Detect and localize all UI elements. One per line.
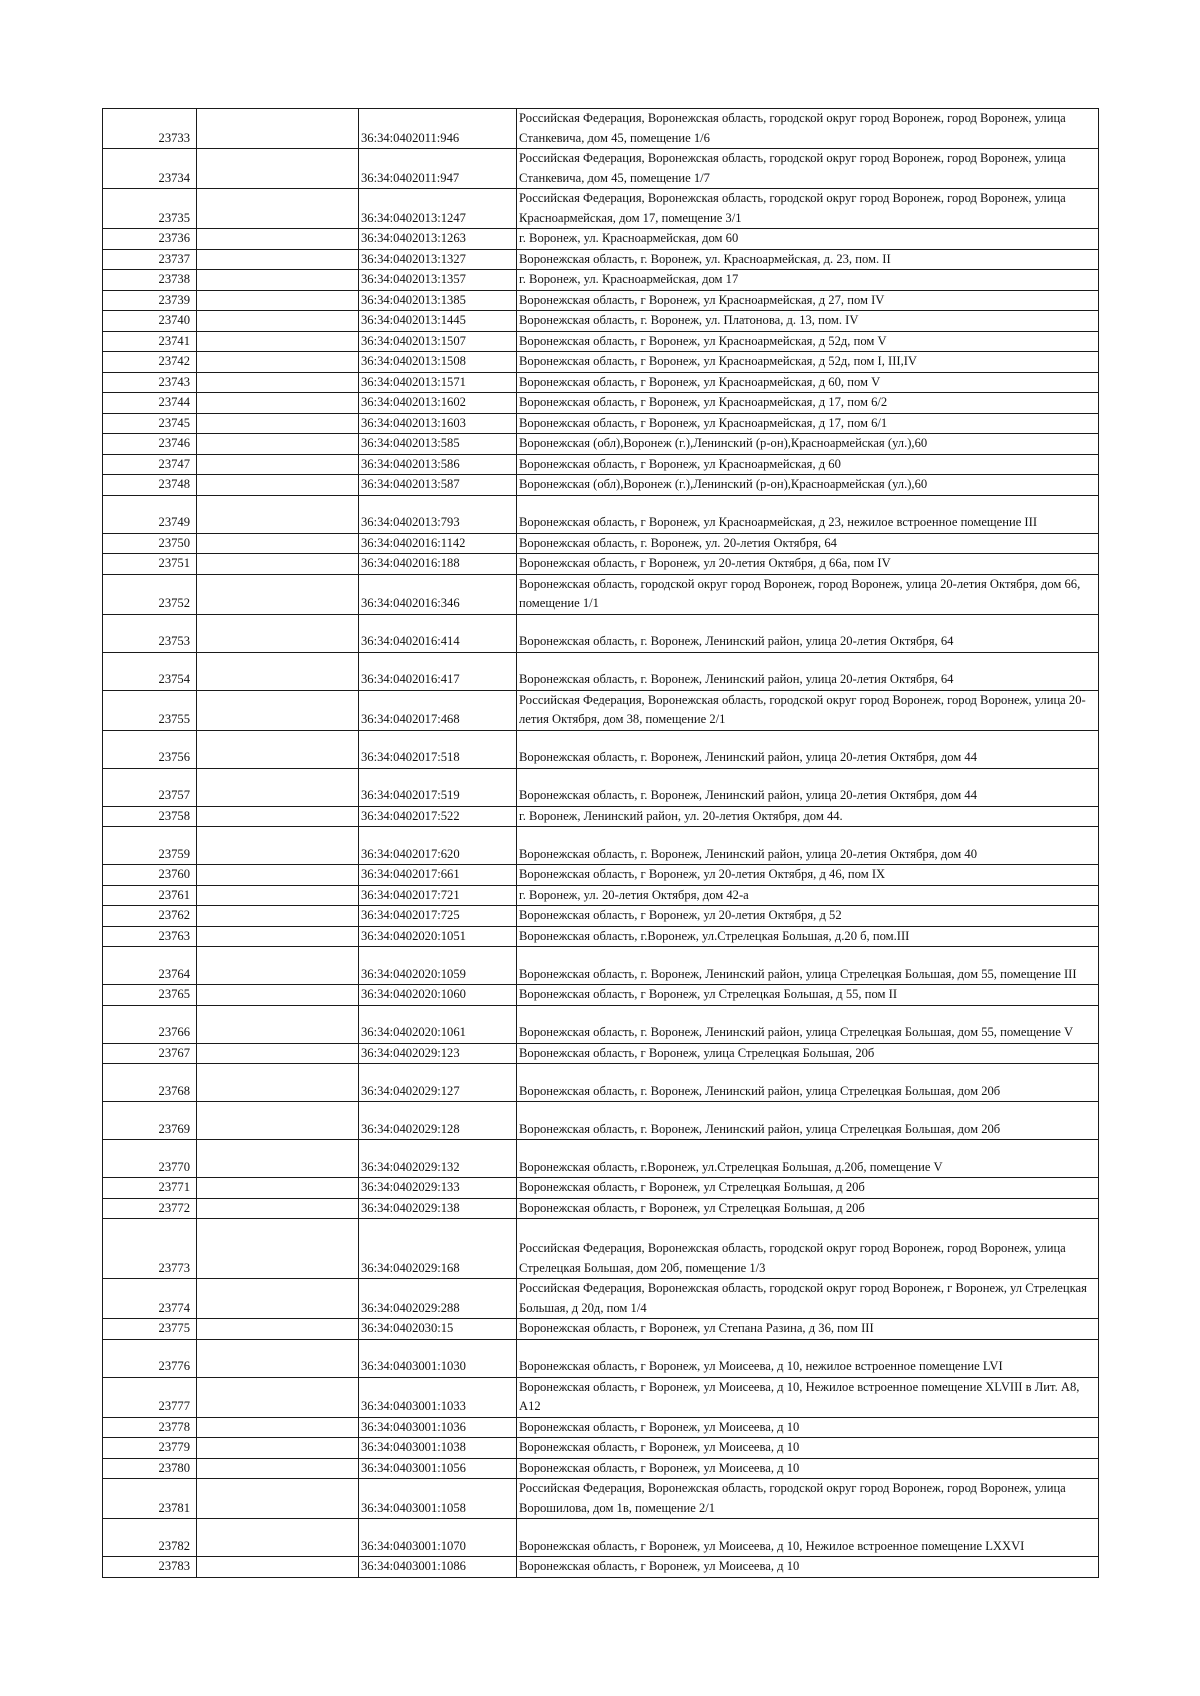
empty-cell <box>197 947 359 985</box>
address-cell: Воронежская (обл),Воронеж (г.),Ленинский (р-он),Красноармейская (ул.),60 <box>517 434 1099 455</box>
row-number-cell: 23759 <box>103 827 197 865</box>
cadastral-number-cell: 36:34:0402013:1602 <box>359 393 517 414</box>
empty-cell <box>197 730 359 768</box>
cadastral-number-cell: 36:34:0402030:15 <box>359 1319 517 1340</box>
table-row <box>103 1377 1099 1417</box>
row-number-cell: 23783 <box>103 1557 197 1578</box>
table-row <box>103 1519 1099 1557</box>
address-cell: Воронежская область, г. Воронеж, Ленинский район, улица 20-летия Октября, дом 40 <box>517 827 1099 865</box>
cadastral-number-cell: 36:34:0403001:1056 <box>359 1458 517 1479</box>
row-number-cell: 23743 <box>103 372 197 393</box>
address-cell: Воронежская область, г Воронеж, ул Моисеева, д 10 <box>517 1458 1099 1479</box>
empty-cell <box>197 1064 359 1102</box>
address-cell: Воронежская область, г Воронеж, ул Красноармейская, д 23, нежилое встроенное помещение III <box>517 495 1099 533</box>
table-row <box>103 249 1099 270</box>
row-number-cell: 23741 <box>103 331 197 352</box>
row-number-cell: 23746 <box>103 434 197 455</box>
row-number-cell: 23749 <box>103 495 197 533</box>
table-row <box>103 885 1099 906</box>
table-row <box>103 574 1099 614</box>
row-number-cell: 23771 <box>103 1178 197 1199</box>
row-number-cell: 23757 <box>103 768 197 806</box>
table-row <box>103 1102 1099 1140</box>
address-cell: Воронежская область, г Воронеж, ул Стрелецкая Большая, д 20б <box>517 1178 1099 1199</box>
row-number-cell: 23760 <box>103 865 197 886</box>
row-number-cell: 23766 <box>103 1005 197 1043</box>
empty-cell <box>197 690 359 730</box>
address-cell: г. Воронеж, ул. Красноармейская, дом 17 <box>517 270 1099 291</box>
cadastral-number-cell: 36:34:0402016:414 <box>359 614 517 652</box>
empty-cell <box>197 1279 359 1319</box>
address-cell: Воронежская область, г. Воронеж, Ленинский район, улица Стрелецкая Большая, дом 20б <box>517 1102 1099 1140</box>
address-cell: Российская Федерация, Воронежская область, городской округ город Воронеж, город Воронеж, улица Стрелецкая Большая, дом 20б, помещение 1/3 <box>517 1219 1099 1279</box>
row-number-cell: 23776 <box>103 1339 197 1377</box>
empty-cell <box>197 1458 359 1479</box>
row-number-cell: 23739 <box>103 290 197 311</box>
cadastral-number-cell: 36:34:0402013:1571 <box>359 372 517 393</box>
cadastral-number-cell: 36:34:0402017:721 <box>359 885 517 906</box>
address-cell: Воронежская область, г. Воронеж, ул. 20-летия Октября, 64 <box>517 533 1099 554</box>
empty-cell <box>197 1417 359 1438</box>
cadastral-number-cell: 36:34:0402013:587 <box>359 475 517 496</box>
table-row <box>103 434 1099 455</box>
cadastral-number-cell: 36:34:0402013:1327 <box>359 249 517 270</box>
table-row <box>103 109 1099 149</box>
address-cell: Российская Федерация, Воронежская область, городской округ город Воронеж, город Воронеж, улица Ворошилова, дом 1в, помещение 2/1 <box>517 1479 1099 1519</box>
empty-cell <box>197 614 359 652</box>
address-cell: Воронежская область, г Воронеж, ул Моисеева, д 10 <box>517 1417 1099 1438</box>
table-row <box>103 1319 1099 1340</box>
cadastral-number-cell: 36:34:0402017:620 <box>359 827 517 865</box>
table-row <box>103 985 1099 1006</box>
row-number-cell: 23742 <box>103 352 197 373</box>
empty-cell <box>197 331 359 352</box>
row-number-cell: 23774 <box>103 1279 197 1319</box>
table-row <box>103 1479 1099 1519</box>
cadastral-number-cell: 36:34:0402029:168 <box>359 1219 517 1279</box>
row-number-cell: 23778 <box>103 1417 197 1438</box>
cadastral-number-cell: 36:34:0402017:519 <box>359 768 517 806</box>
empty-cell <box>197 1219 359 1279</box>
table-row <box>103 1178 1099 1199</box>
table-row <box>103 1417 1099 1438</box>
cadastral-number-cell: 36:34:0403001:1036 <box>359 1417 517 1438</box>
row-number-cell: 23753 <box>103 614 197 652</box>
row-number-cell: 23745 <box>103 413 197 434</box>
cadastral-number-cell: 36:34:0403001:1086 <box>359 1557 517 1578</box>
cadastral-number-cell: 36:34:0402017:468 <box>359 690 517 730</box>
cadastral-number-cell: 36:34:0402013:1247 <box>359 189 517 229</box>
address-cell: Воронежская область, г. Воронеж, Ленинский район, улица Стрелецкая Большая, дом 55, помещение V <box>517 1005 1099 1043</box>
row-number-cell: 23779 <box>103 1438 197 1459</box>
row-number-cell: 23761 <box>103 885 197 906</box>
table-row <box>103 270 1099 291</box>
cadastral-number-cell: 36:34:0402013:1385 <box>359 290 517 311</box>
row-number-cell: 23764 <box>103 947 197 985</box>
address-cell: Воронежская область, г Воронеж, ул 20-летия Октября, д 52 <box>517 906 1099 927</box>
cadastral-number-cell: 36:34:0402029:288 <box>359 1279 517 1319</box>
cadastral-number-cell: 36:34:0402029:128 <box>359 1102 517 1140</box>
empty-cell <box>197 454 359 475</box>
address-cell: Воронежская область, г. Воронеж, Ленинский район, улица Стрелецкая Большая, дом 20б <box>517 1064 1099 1102</box>
table-row <box>103 827 1099 865</box>
table-row <box>103 331 1099 352</box>
table-row <box>103 189 1099 229</box>
row-number-cell: 23734 <box>103 149 197 189</box>
cadastral-number-cell: 36:34:0402013:1445 <box>359 311 517 332</box>
empty-cell <box>197 290 359 311</box>
address-cell: Воронежская область, г Воронеж, ул Красноармейская, д 52д, пом V <box>517 331 1099 352</box>
row-number-cell: 23758 <box>103 806 197 827</box>
cadastral-number-cell: 36:34:0402011:947 <box>359 149 517 189</box>
table-row <box>103 1005 1099 1043</box>
registry-table <box>102 108 1099 1578</box>
table-row <box>103 495 1099 533</box>
cadastral-number-cell: 36:34:0402029:138 <box>359 1198 517 1219</box>
address-cell: Воронежская область, г. Воронеж, Ленинский район, улица 20-летия Октября, 64 <box>517 652 1099 690</box>
table-row <box>103 806 1099 827</box>
row-number-cell: 23756 <box>103 730 197 768</box>
address-cell: г. Воронеж, Ленинский район, ул. 20-летия Октября, дом 44. <box>517 806 1099 827</box>
table-row <box>103 475 1099 496</box>
empty-cell <box>197 149 359 189</box>
empty-cell <box>197 768 359 806</box>
table-row <box>103 393 1099 414</box>
cadastral-number-cell: 36:34:0402013:1508 <box>359 352 517 373</box>
address-cell: Российская Федерация, Воронежская область, городской округ город Воронеж, город Воронеж, улица Станкевича, дом 45, помещение 1/7 <box>517 149 1099 189</box>
row-number-cell: 23765 <box>103 985 197 1006</box>
empty-cell <box>197 1557 359 1578</box>
row-number-cell: 23762 <box>103 906 197 927</box>
address-cell: Воронежская область, г Воронеж, улица Стрелецкая Большая, 20б <box>517 1043 1099 1064</box>
row-number-cell: 23751 <box>103 554 197 575</box>
table-row <box>103 1339 1099 1377</box>
empty-cell <box>197 1479 359 1519</box>
cadastral-number-cell: 36:34:0403001:1058 <box>359 1479 517 1519</box>
cadastral-number-cell: 36:34:0402016:417 <box>359 652 517 690</box>
row-number-cell: 23782 <box>103 1519 197 1557</box>
empty-cell <box>197 926 359 947</box>
cadastral-number-cell: 36:34:0402020:1051 <box>359 926 517 947</box>
empty-cell <box>197 372 359 393</box>
empty-cell <box>197 885 359 906</box>
address-cell: Воронежская область, г.Воронеж, ул.Стрелецкая Большая, д.20 б, пом.III <box>517 926 1099 947</box>
address-cell: Воронежская область, г. Воронеж, Ленинский район, улица 20-летия Октября, 64 <box>517 614 1099 652</box>
address-cell: Воронежская область, г Воронеж, ул Моисеева, д 10, Нежилое встроенное помещение XLVIII в Лит. А8, А12 <box>517 1377 1099 1417</box>
empty-cell <box>197 985 359 1006</box>
address-cell: Воронежская область, г Воронеж, ул Красноармейская, д 17, пом 6/2 <box>517 393 1099 414</box>
address-cell: Воронежская область, г Воронеж, ул Моисеева, д 10 <box>517 1438 1099 1459</box>
address-cell: Российская Федерация, Воронежская область, городской округ город Воронеж, г Воронеж, ул Стрелецкая Большая, д 20д, пом 1/4 <box>517 1279 1099 1319</box>
cadastral-number-cell: 36:34:0402013:1263 <box>359 229 517 250</box>
table-row <box>103 906 1099 927</box>
empty-cell <box>197 1519 359 1557</box>
address-cell: Воронежская область, городской округ город Воронеж, город Воронеж, улица 20-летия Октября, дом 66, помещение 1/1 <box>517 574 1099 614</box>
empty-cell <box>197 311 359 332</box>
address-cell: Воронежская область, г Воронеж, ул Красноармейская, д 60, пом V <box>517 372 1099 393</box>
row-number-cell: 23747 <box>103 454 197 475</box>
row-number-cell: 23769 <box>103 1102 197 1140</box>
cadastral-number-cell: 36:34:0402013:1603 <box>359 413 517 434</box>
address-cell: Воронежская область, г Воронеж, ул Моисеева, д 10, Нежилое встроенное помещение LXXVI <box>517 1519 1099 1557</box>
table-row <box>103 229 1099 250</box>
table-row <box>103 533 1099 554</box>
empty-cell <box>197 1005 359 1043</box>
empty-cell <box>197 1140 359 1178</box>
table-row <box>103 1557 1099 1578</box>
address-cell: Воронежская область, г Воронеж, ул Степана Разина, д 36, пом III <box>517 1319 1099 1340</box>
row-number-cell: 23755 <box>103 690 197 730</box>
address-cell: Воронежская область, г. Воронеж, Ленинский район, улица 20-летия Октября, дом 44 <box>517 768 1099 806</box>
address-cell: Воронежская область, г Воронеж, ул Красноармейская, д 17, пом 6/1 <box>517 413 1099 434</box>
table-row <box>103 1279 1099 1319</box>
table-row <box>103 926 1099 947</box>
cadastral-number-cell: 36:34:0402013:1507 <box>359 331 517 352</box>
table-row <box>103 413 1099 434</box>
empty-cell <box>197 1178 359 1199</box>
cadastral-number-cell: 36:34:0402020:1061 <box>359 1005 517 1043</box>
table-row <box>103 1140 1099 1178</box>
empty-cell <box>197 413 359 434</box>
empty-cell <box>197 865 359 886</box>
address-cell: г. Воронеж, ул. Красноармейская, дом 60 <box>517 229 1099 250</box>
cadastral-number-cell: 36:34:0402029:132 <box>359 1140 517 1178</box>
table-row <box>103 1219 1099 1279</box>
address-cell: Воронежская область, г Воронеж, ул Красноармейская, д 52д, пом I, III,IV <box>517 352 1099 373</box>
address-cell: г. Воронеж, ул. 20-летия Октября, дом 42-а <box>517 885 1099 906</box>
table-row <box>103 865 1099 886</box>
cadastral-number-cell: 36:34:0402013:586 <box>359 454 517 475</box>
cadastral-number-cell: 36:34:0402020:1059 <box>359 947 517 985</box>
cadastral-number-cell: 36:34:0403001:1030 <box>359 1339 517 1377</box>
cadastral-number-cell: 36:34:0402013:585 <box>359 434 517 455</box>
empty-cell <box>197 1043 359 1064</box>
cadastral-number-cell: 36:34:0402029:127 <box>359 1064 517 1102</box>
address-cell: Воронежская область, г Воронеж, ул Красноармейская, д 27, пом IV <box>517 290 1099 311</box>
empty-cell <box>197 1339 359 1377</box>
empty-cell <box>197 393 359 414</box>
address-cell: Воронежская область, г. Воронеж, Ленинский район, улица 20-летия Октября, дом 44 <box>517 730 1099 768</box>
address-cell: Воронежская область, г Воронеж, ул Стрелецкая Большая, д 20б <box>517 1198 1099 1219</box>
empty-cell <box>197 827 359 865</box>
empty-cell <box>197 109 359 149</box>
table-row <box>103 730 1099 768</box>
empty-cell <box>197 533 359 554</box>
address-cell: Воронежская область, г. Воронеж, ул. Красноармейская, д. 23, пом. II <box>517 249 1099 270</box>
address-cell: Воронежская область, г.Воронеж, ул.Стрелецкая Большая, д.20б, помещение V <box>517 1140 1099 1178</box>
empty-cell <box>197 1102 359 1140</box>
cadastral-number-cell: 36:34:0402011:946 <box>359 109 517 149</box>
row-number-cell: 23752 <box>103 574 197 614</box>
row-number-cell: 23736 <box>103 229 197 250</box>
table-row <box>103 372 1099 393</box>
cadastral-number-cell: 36:34:0402029:133 <box>359 1178 517 1199</box>
cadastral-number-cell: 36:34:0402017:725 <box>359 906 517 927</box>
cadastral-number-cell: 36:34:0402013:793 <box>359 495 517 533</box>
cadastral-number-cell: 36:34:0402016:1142 <box>359 533 517 554</box>
table-row <box>103 947 1099 985</box>
empty-cell <box>197 270 359 291</box>
address-cell: Воронежская область, г Воронеж, ул 20-летия Октября, д 66а, пом IV <box>517 554 1099 575</box>
empty-cell <box>197 652 359 690</box>
address-cell: Российская Федерация, Воронежская область, городской округ город Воронеж, город Воронеж, улица Станкевича, дом 45, помещение 1/6 <box>517 109 1099 149</box>
empty-cell <box>197 475 359 496</box>
empty-cell <box>197 554 359 575</box>
table-row <box>103 1043 1099 1064</box>
table-row <box>103 652 1099 690</box>
row-number-cell: 23754 <box>103 652 197 690</box>
row-number-cell: 23775 <box>103 1319 197 1340</box>
cadastral-number-cell: 36:34:0402016:188 <box>359 554 517 575</box>
cadastral-number-cell: 36:34:0402017:661 <box>359 865 517 886</box>
empty-cell <box>197 189 359 229</box>
row-number-cell: 23738 <box>103 270 197 291</box>
empty-cell <box>197 1319 359 1340</box>
row-number-cell: 23750 <box>103 533 197 554</box>
row-number-cell: 23740 <box>103 311 197 332</box>
empty-cell <box>197 806 359 827</box>
cadastral-number-cell: 36:34:0402029:123 <box>359 1043 517 1064</box>
table-row <box>103 1458 1099 1479</box>
row-number-cell: 23768 <box>103 1064 197 1102</box>
table-row <box>103 1198 1099 1219</box>
table-row <box>103 1064 1099 1102</box>
table-row <box>103 614 1099 652</box>
empty-cell <box>197 1377 359 1417</box>
cadastral-number-cell: 36:34:0403001:1070 <box>359 1519 517 1557</box>
cadastral-number-cell: 36:34:0402013:1357 <box>359 270 517 291</box>
row-number-cell: 23777 <box>103 1377 197 1417</box>
cadastral-number-cell: 36:34:0402017:518 <box>359 730 517 768</box>
empty-cell <box>197 249 359 270</box>
empty-cell <box>197 434 359 455</box>
registry-table-body <box>103 109 1099 1578</box>
cadastral-number-cell: 36:34:0403001:1033 <box>359 1377 517 1417</box>
table-row <box>103 149 1099 189</box>
address-cell: Воронежская область, г Воронеж, ул Моисеева, д 10 <box>517 1557 1099 1578</box>
table-row <box>103 690 1099 730</box>
empty-cell <box>197 1198 359 1219</box>
empty-cell <box>197 352 359 373</box>
address-cell: Воронежская область, г Воронеж, ул 20-летия Октября, д 46, пом IX <box>517 865 1099 886</box>
address-cell: Российская Федерация, Воронежская область, городской округ город Воронеж, город Воронеж, улица 20-летия Октября, дом 38, помещение 2/1 <box>517 690 1099 730</box>
table-row <box>103 454 1099 475</box>
row-number-cell: 23772 <box>103 1198 197 1219</box>
table-row <box>103 352 1099 373</box>
table-row <box>103 768 1099 806</box>
address-cell: Воронежская область, г. Воронеж, Ленинский район, улица Стрелецкая Большая, дом 55, помещение III <box>517 947 1099 985</box>
table-row <box>103 1438 1099 1459</box>
row-number-cell: 23735 <box>103 189 197 229</box>
address-cell: Воронежская область, г Воронеж, ул Моисеева, д 10, нежилое встроенное помещение LVI <box>517 1339 1099 1377</box>
empty-cell <box>197 574 359 614</box>
row-number-cell: 23781 <box>103 1479 197 1519</box>
row-number-cell: 23763 <box>103 926 197 947</box>
table-row <box>103 311 1099 332</box>
row-number-cell: 23770 <box>103 1140 197 1178</box>
table-row <box>103 290 1099 311</box>
row-number-cell: 23744 <box>103 393 197 414</box>
row-number-cell: 23733 <box>103 109 197 149</box>
address-cell: Воронежская (обл),Воронеж (г.),Ленинский (р-он),Красноармейская (ул.),60 <box>517 475 1099 496</box>
address-cell: Воронежская область, г Воронеж, ул Стрелецкая Большая, д 55, пом II <box>517 985 1099 1006</box>
row-number-cell: 23737 <box>103 249 197 270</box>
empty-cell <box>197 495 359 533</box>
row-number-cell: 23780 <box>103 1458 197 1479</box>
cadastral-number-cell: 36:34:0403001:1038 <box>359 1438 517 1459</box>
address-cell: Воронежская область, г Воронеж, ул Красноармейская, д 60 <box>517 454 1099 475</box>
address-cell: Российская Федерация, Воронежская область, городской округ город Воронеж, город Воронеж, улица Красноармейская, дом 17, помещение 3/1 <box>517 189 1099 229</box>
address-cell: Воронежская область, г. Воронеж, ул. Платонова, д. 13, пом. IV <box>517 311 1099 332</box>
table-row <box>103 554 1099 575</box>
empty-cell <box>197 229 359 250</box>
empty-cell <box>197 1438 359 1459</box>
cadastral-number-cell: 36:34:0402017:522 <box>359 806 517 827</box>
row-number-cell: 23773 <box>103 1219 197 1279</box>
cadastral-number-cell: 36:34:0402016:346 <box>359 574 517 614</box>
empty-cell <box>197 906 359 927</box>
row-number-cell: 23767 <box>103 1043 197 1064</box>
cadastral-number-cell: 36:34:0402020:1060 <box>359 985 517 1006</box>
row-number-cell: 23748 <box>103 475 197 496</box>
